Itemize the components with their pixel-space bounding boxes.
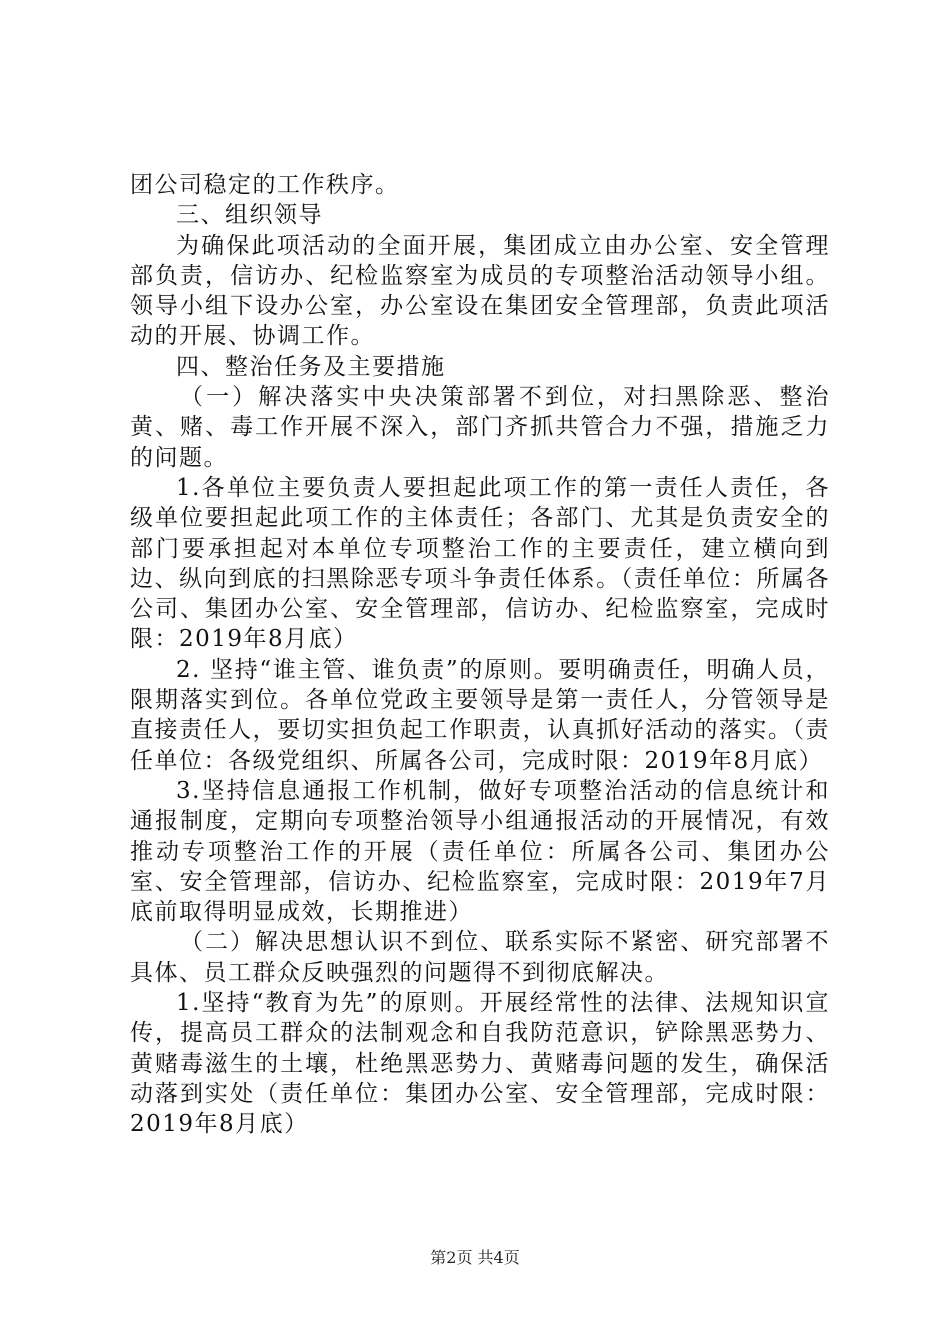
list-item-1-3: 3.坚持信息通报工作机制，做好专项整治活动的信息统计和通报制度，定期向专项整治领导小组通报活动的开展情况，有效推动专项整治工作的开展（责任单位：所属各公司、集团办公室、安全管理部，信访办、纪检监察室，完成时限：2019年7月底前取得明显成效，长期推进）	[130, 777, 830, 926]
list-item-1-2: 2. 坚持“谁主管、谁负责”的原则。要明确责任，明确人员，限期落实到位。各单位党政主要领导是第一责任人，分管领导是直接责任人，要切实担负起工作职责，认真抓好活动的落实。（责任单位：各级党组织、所属各公司，完成时限：2019年8月底）	[130, 656, 830, 774]
document-body	[130, 170, 830, 1140]
paragraph-continuation: 团公司稳定的工作秩序。	[130, 172, 400, 198]
section-heading-organization: 三、组织领导	[176, 202, 323, 229]
section-heading-tasks: 四、整治任务及主要措施	[176, 353, 446, 380]
subsection-heading-2: （二）解决思想认识不到位、联系实际不紧密、研究部署不具体、员工群众反映强烈的问题得不到彻底解决。	[130, 929, 830, 986]
list-item-1-1: 1.各单位主要负责人要担起此项工作的第一责任人责任，各级单位要担起此项工作的主体责任；各部门、尤其是负责安全的部门要承担起对本单位专项整治工作的主要责任，建立横向到边、纵向到底的扫黑除恶专项斗争责任体系。（责任单位：所属各公司、集团办公室、安全管理部，信访办、纪检监察室，完成时限：2019年8月底）	[130, 474, 830, 653]
paragraph-organization: 为确保此项活动的全面开展，集团成立由办公室、安全管理部负责，信访办、纪检监察室为成员的专项整治活动领导小组。领导小组下设办公室，办公室设在集团安全管理部，负责此项活动的开展、协调工作。	[130, 232, 830, 350]
list-item-2-1: 1.坚持“教育为先”的原则。开展经常性的法律、法规知识宣传，提高员工群众的法制观念和自我防范意识，铲除黑恶势力、黄赌毒滋生的土壤，杜绝黑恶势力、黄赌毒问题的发生，确保活动落到实处（责任单位：集团办公室、安全管理部，完成时限：2019年8月底）	[130, 990, 830, 1138]
page-number: 第2页 共4页	[430, 1248, 520, 1267]
subsection-heading-1: （一）解决落实中央决策部署不到位，对扫黑除恶、整治黄、赌、毒工作开展不深入，部门齐抓共管合力不强，措施乏力的问题。	[130, 384, 830, 471]
